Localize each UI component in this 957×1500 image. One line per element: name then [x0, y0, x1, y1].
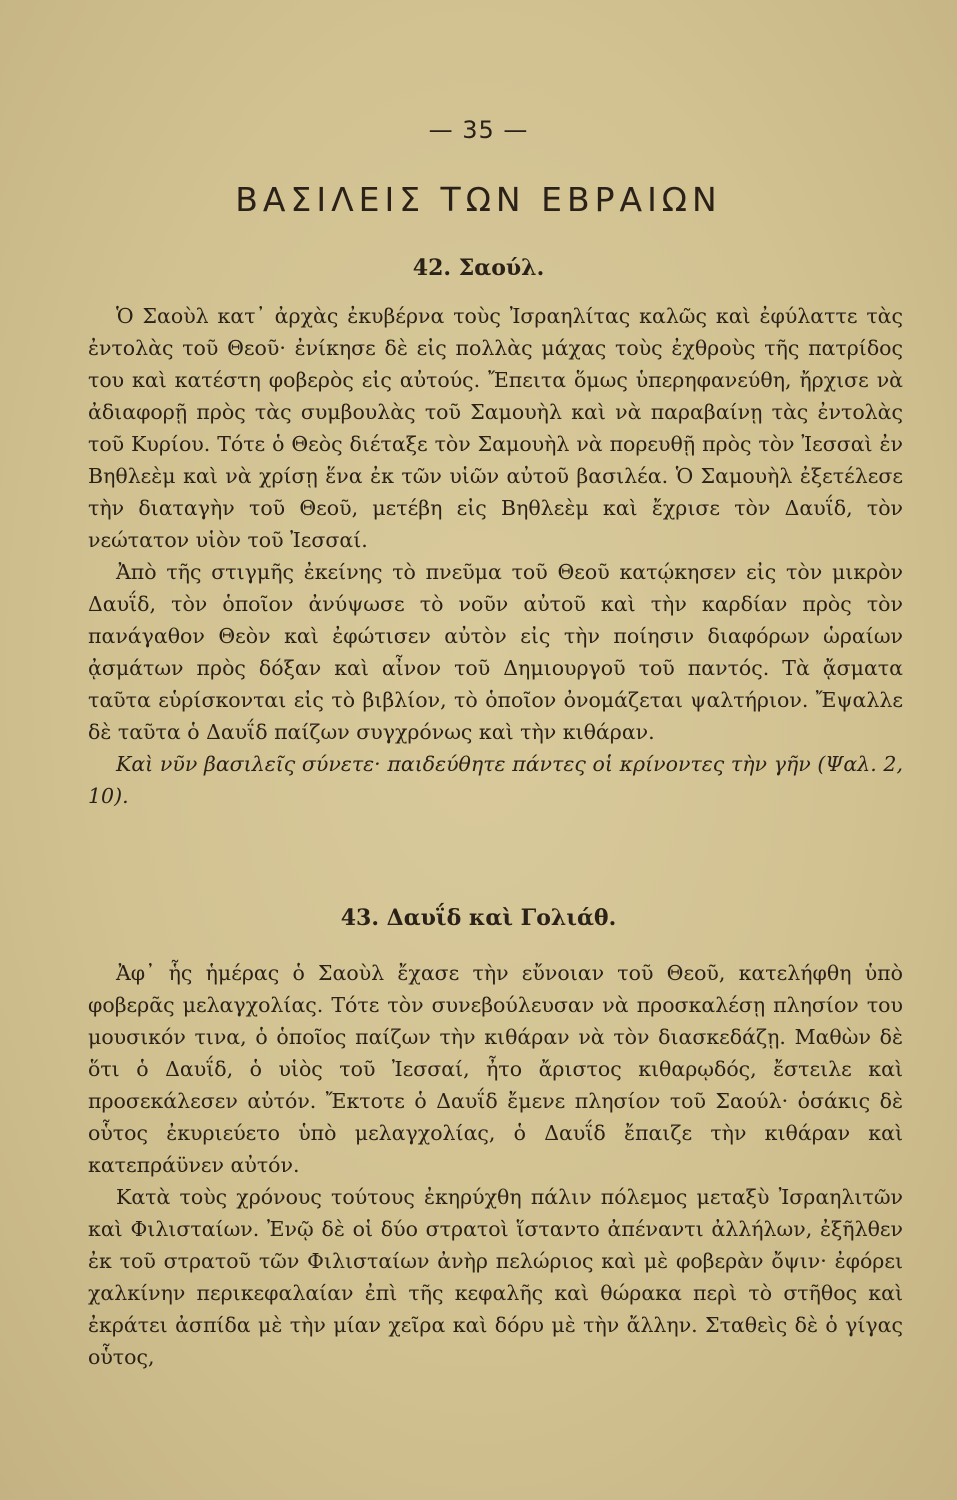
section-title: Δαυΐδ καὶ Γολιάθ. [386, 905, 617, 931]
section-title: Σαούλ. [458, 255, 545, 281]
psalm-quote: Καὶ νῦν βασιλεῖς σύνετε· παιδεύθητε πάντες οἱ κρίνοντες τὴν γῆν (Ψαλ. 2, 10). [88, 752, 903, 808]
paragraph: Ἀπὸ τῆς στιγμῆς ἐκείνης τὸ πνεῦμα τοῦ Θεοῦ κατῴκησεν εἰς τὸν μικρὸν Δαυΐδ, τὸν ὁποῖον ἀνύψωσε τὸ νοῦν αὐτοῦ καὶ τὴν καρδίαν πρὸς τὸν πανάγαθον Θεὸν καὶ ἐφώτισεν αὐτὸν εἰς τὴν ποίησιν διαφόρων ὡραίων ᾀσμάτων πρὸς δόξαν καὶ αἶνον τοῦ Δημιουργοῦ τοῦ παντός. Τὰ ᾄσματα ταῦτα εὑρίσκονται εἰς τὸ βιβλίον, τὸ ὁποῖον ὀνομάζεται ψαλτήριον. Ἔψαλλε δὲ ταῦτα ὁ Δαυΐδ παίζων συγχρόνως καὶ τὴν κιθάραν. [88, 560, 903, 744]
paragraph: Ὁ Σαοὺλ κατ᾽ ἀρχὰς ἐκυβέρνα τοὺς Ἰσραηλίτας καλῶς καὶ ἐφύλαττε τὰς ἐντολὰς τοῦ Θεοῦ· ἐνίκησε δὲ εἰς πολλὰς μάχας τοὺς ἐχθροὺς τῆς πατρίδος του καὶ κατέστη φοβερὸς εἰς αὐτούς. Ἔπειτα ὅμως ὑπερηφανεύθη, ἤρχισε νὰ ἀδιαφορῇ πρὸς τὰς συμβουλὰς τοῦ Σαμουὴλ καὶ νὰ παραβαίνῃ τὰς ἐντολὰς τοῦ Κυρίου. Τότε ὁ Θεὸς διέταξε τὸν Σαμουὴλ νὰ πορευθῇ πρὸς τὸν Ἰεσσαὶ ἐν Βηθλεὲμ καὶ νὰ χρίσῃ ἕνα ἐκ τῶν υἱῶν αὐτοῦ βασιλέα. Ὁ Σαμουὴλ ἐξετέλεσε τὴν διαταγὴν τοῦ Θεοῦ, μετέβη εἰς Βηθλεὲμ καὶ ἔχρισε τὸν Δαυΐδ, τὸν νεώτατον υἱὸν τοῦ Ἰεσσαί. [88, 304, 903, 552]
chapter-title: ΒΑΣΙΛΕΙΣ ΤΩΝ ΕΒΡΑΙΩΝ [235, 180, 722, 219]
section-number: 43 [340, 905, 372, 931]
paragraph: Ἀφ᾽ ἧς ἡμέρας ὁ Σαοὺλ ἔχασε τὴν εὔνοιαν τοῦ Θεοῦ, κατελήφθη ὑπὸ φοβερᾶς μελαγχολίας. Τότε τὸν συνεβούλευσαν νὰ προσκαλέσῃ πλησίον του μουσικόν τινα, ὁ ὁποῖος παίζων τὴν κιθάραν νὰ τὸν διασκεδάζῃ. Μαθὼν δὲ ὅτι ὁ Δαυΐδ, ὁ υἱὸς τοῦ Ἰεσσαί, ἦτο ἄριστος κιθαρῳδός, ἔστειλε καὶ προσεκάλεσεν αὐτόν. Ἔκτοτε ὁ Δαυΐδ ἔμενε πλησίον τοῦ Σαούλ· ὁσάκις δὲ οὗτος ἐκυριεύετο ὑπὸ μελαγχολίας, ὁ Δαυΐδ ἔπαιζε τὴν κιθάραν καὶ κατεπράϋνεν αὐτόν. [88, 961, 903, 1177]
section-number: 42 [412, 255, 444, 281]
page-number: — 35 — [428, 116, 529, 144]
section-heading-43: 43. Δαυΐδ καὶ Γολιάθ. [340, 905, 617, 931]
section-body-42 [88, 300, 903, 812]
section-heading-42: 42. Σαούλ. [412, 255, 545, 281]
paragraph: Κατὰ τοὺς χρόνους τούτους ἐκηρύχθη πάλιν πόλεμος μεταξὺ Ἰσραηλιτῶν καὶ Φιλισταίων. Ἐνῷ δὲ οἱ δύο στρατοὶ ἵσταντο ἀπέναντι ἀλλήλων, ἐξῆλθεν ἐκ τοῦ στρατοῦ τῶν Φιλισταίων ἀνὴρ πελώριος καὶ μὲ φοβερὰν ὄψιν· ἐφόρει χαλκίνην περικεφαλαίαν ἐπὶ τῆς κεφαλῆς καὶ θώρακα περὶ τὸ στῆθος καὶ ἐκράτει ἀσπίδα μὲ τὴν μίαν χεῖρα καὶ δόρυ μὲ τὴν ἄλλην. Σταθεὶς δὲ ὁ γίγας οὗτος, [88, 1185, 903, 1369]
section-body-43 [88, 957, 903, 1373]
